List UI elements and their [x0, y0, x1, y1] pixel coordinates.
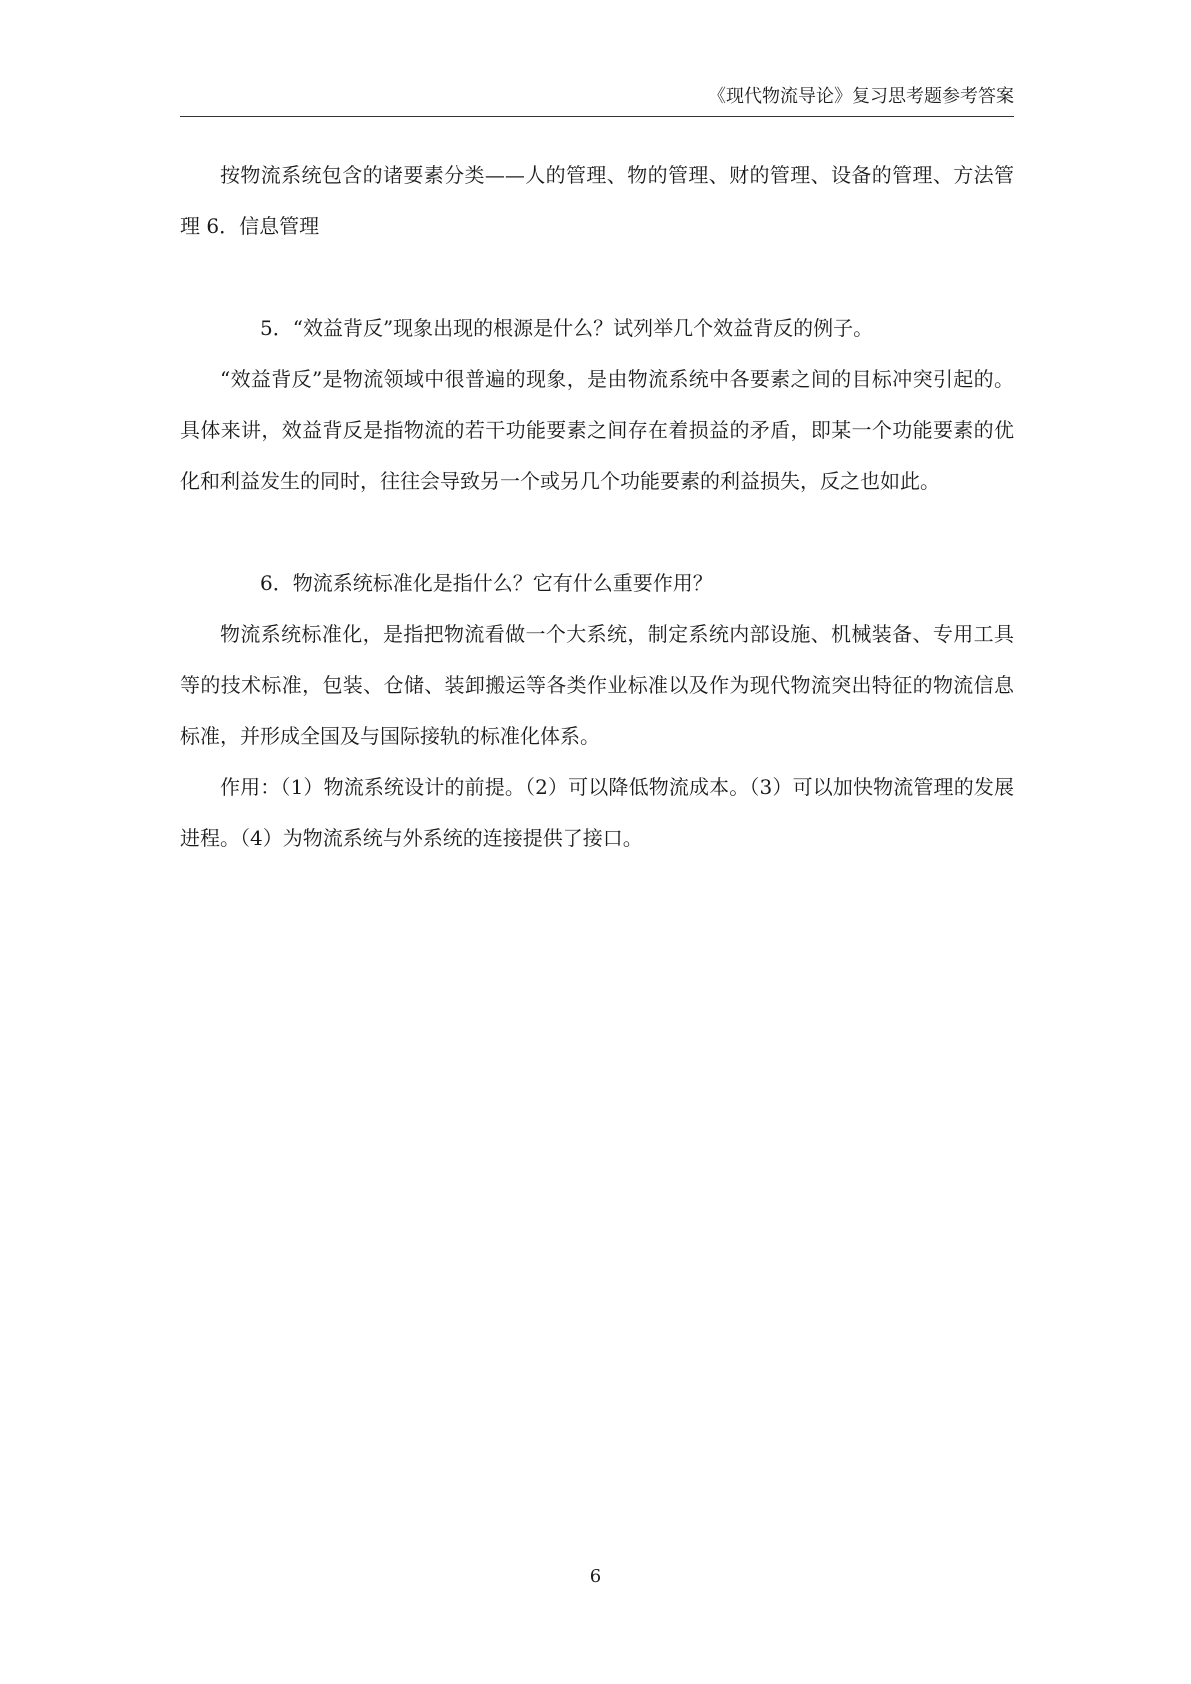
paragraph-management-classification: 按物流系统包含的诸要素分类——人的管理、物的管理、财的管理、设备的管理、方法管理 6．信息管理	[180, 163, 1014, 238]
document-body	[180, 150, 1014, 864]
page-header	[180, 84, 1014, 117]
answer-6-definition: 物流系统标准化，是指把物流看做一个大系统，制定系统内部设施、机械装备、专用工具等的技术标准，包装、仓储、装卸搬运等各类作业标准以及作为现代物流突出特征的物流信息标准，并形成全国及与国际接轨的标准化体系。	[180, 622, 1014, 748]
question-5: 5．“效益背反”现象出现的根源是什么？试列举几个效益背反的例子。	[260, 316, 874, 340]
page-number: 6	[589, 1566, 602, 1587]
page-footer	[0, 1565, 1191, 1589]
answer-6-functions: 作用：（1）物流系统设计的前提。（2）可以降低物流成本。（3）可以加快物流管理的发展进程。（4）为物流系统与外系统的连接提供了接口。	[180, 775, 1014, 850]
answer-5: “效益背反”是物流领域中很普遍的现象，是由物流系统中各要素之间的目标冲突引起的。具体来讲，效益背反是指物流的若干功能要素之间存在着损益的矛盾，即某一个功能要素的优化和利益发生的同时，往往会导致另一个或另几个功能要素的利益损失，反之也如此。	[180, 367, 1014, 493]
header-title: 《现代物流导论》复习思考题参考答案	[708, 86, 1014, 107]
section-gap	[180, 507, 1014, 558]
question-6: 6．物流系统标准化是指什么？它有什么重要作用？	[260, 571, 713, 595]
section-gap	[180, 252, 1014, 303]
